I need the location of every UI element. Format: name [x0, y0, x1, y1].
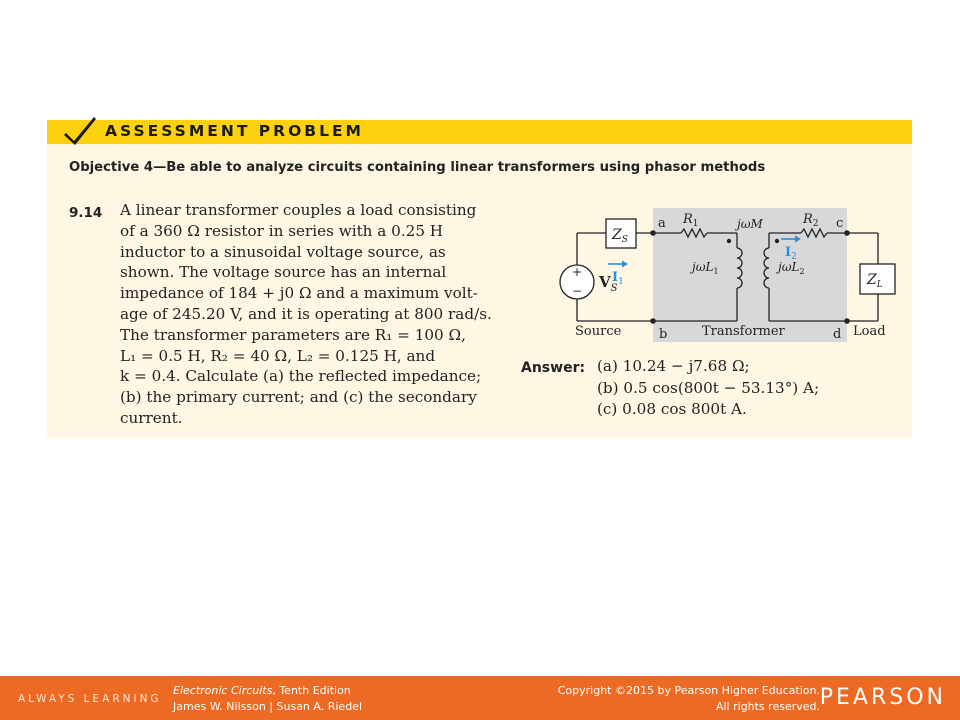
circuit-diagram — [555, 208, 900, 344]
rights-text: All rights reserved. — [715, 700, 820, 713]
answer-text — [597, 356, 819, 421]
problem-line: age of 245.20 V, and it is operating at 800 rad/s. — [120, 304, 492, 323]
vs-label: $V_S$ — [599, 273, 618, 294]
problem-line: The transformer parameters are R₁ = 100 Ω, — [120, 325, 466, 344]
pearson-logo: PEARSON — [819, 685, 946, 710]
answer-line: (a) 10.24 − j7.68 Ω; — [597, 357, 750, 375]
r1-label: $R_1$ — [683, 212, 699, 229]
source-plus-sign: + — [572, 265, 583, 279]
problem-line: (b) the primary current; and (c) the secondary — [120, 388, 477, 407]
book-edition: , Tenth Edition — [272, 684, 351, 697]
node-b-label: b — [659, 327, 668, 342]
load-caption: Load — [853, 324, 886, 339]
book-title — [173, 684, 351, 697]
answer-line: (c) 0.08 cos 800t A. — [597, 400, 747, 418]
problem-line: k = 0.4. Calculate (a) the reflected impedance; — [120, 367, 482, 386]
problem-line: A linear transformer couples a load consisting — [120, 201, 477, 219]
problem-line: impedance of 184 + j0 Ω and a maximum volt- — [120, 284, 478, 303]
mutual-inductance-label: jωM — [737, 217, 763, 231]
i1-label: $I_1$ — [612, 270, 624, 287]
objective-text: Objective 4—Be able to analyze circuits containing linear transformers using phasor methods — [69, 160, 766, 175]
problem-line: current. — [120, 408, 183, 427]
answer-line: (b) 0.5 cos(800t − 53.13°) A; — [597, 378, 820, 397]
book-title-italic: Electronic Circuits — [173, 684, 273, 697]
problem-line: of a 360 Ω resistor in series with a 0.25 H — [120, 221, 444, 240]
r2-label: $R_2$ — [803, 212, 819, 229]
zs-label: $Z_S$ — [612, 227, 628, 245]
problem-text — [120, 200, 490, 429]
node-d-label: d — [833, 327, 842, 342]
footer-bar — [0, 676, 960, 720]
source-caption: Source — [575, 324, 622, 339]
i2-label: $I_2$ — [785, 245, 797, 262]
problem-line: inductor to a sinusoidal voltage source, as — [120, 242, 446, 261]
l2-label: jωL$_2$ — [778, 260, 805, 276]
node-a-label: a — [658, 216, 666, 231]
copyright-text: Copyright ©2015 by Pearson Higher Education. — [557, 684, 820, 697]
header-bar — [47, 120, 912, 144]
l1-label: jωL$_1$ — [692, 260, 719, 276]
transformer-caption: Transformer — [702, 324, 785, 339]
zl-label: $Z_L$ — [867, 272, 883, 290]
problem-line: shown. The voltage source has an internal — [120, 263, 447, 282]
assessment-panel — [47, 120, 912, 438]
checkmark-icon — [63, 114, 97, 146]
node-c-label: c — [836, 216, 844, 231]
book-authors: James W. Nilsson | Susan A. Riedel — [173, 700, 362, 713]
problem-number: 9.14 — [69, 205, 103, 221]
always-learning-tagline: ALWAYS LEARNING — [18, 693, 162, 705]
header-title: ASSESSMENT PROBLEM — [105, 122, 364, 140]
source-minus-sign: − — [572, 284, 583, 298]
answer-label: Answer: — [521, 360, 586, 376]
problem-line: L₁ = 0.5 H, R₂ = 40 Ω, L₂ = 0.125 H, and — [120, 346, 436, 365]
